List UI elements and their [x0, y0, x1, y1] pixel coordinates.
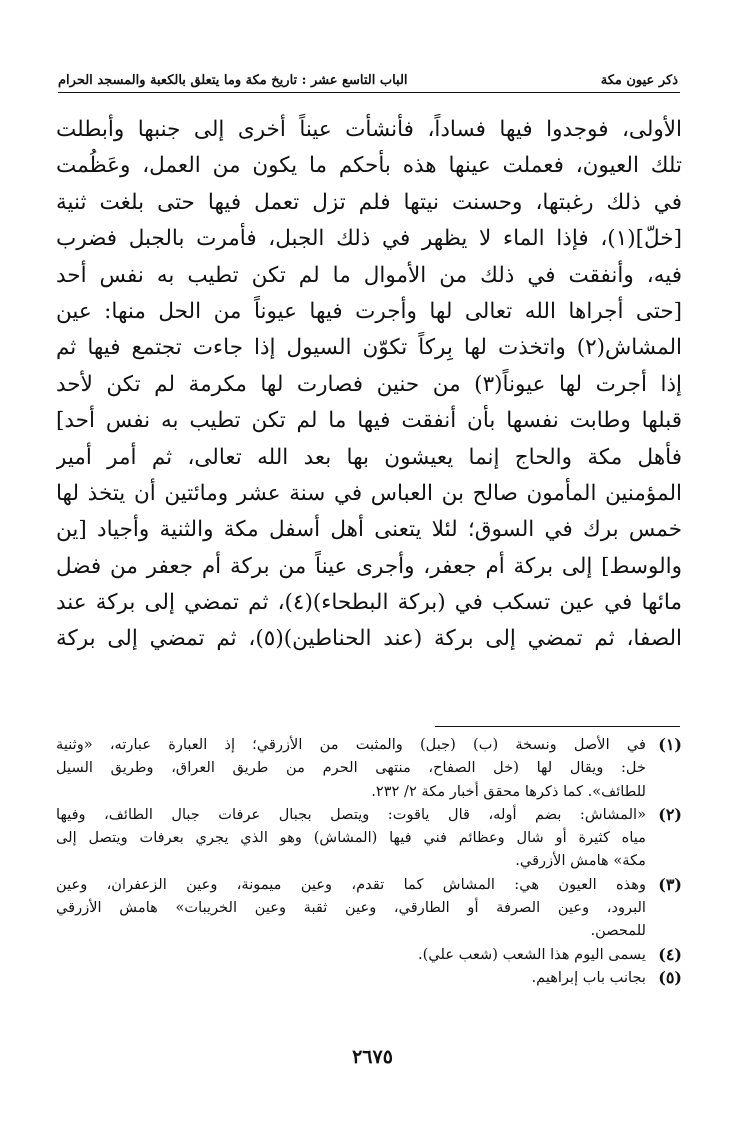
footnote-number: (١): [658, 735, 682, 754]
text-line: في ذلك رغبتها، وحسنت نيتها فلم تزل تعمل فيها حتى بلغت ثنية: [56, 189, 682, 215]
footnotes: [56, 733, 682, 989]
footnote-number: (٥): [658, 967, 682, 987]
text-line: تلك العيون، فعملت عينها هذه بأحكم ما يكون من العمل، وعَظُمت: [56, 153, 682, 179]
footnote-line: للطائف». كما ذكرها محقق أخبار مكة ٢/ ٢٣٢.: [371, 782, 646, 800]
text-line: [خلّ](١)، فإذا الماء لا يظهر في ذلك الجبل، فأمرت بالجبل فضرب: [56, 226, 682, 252]
text-line: المؤمنين المأمون صالح بن العباس في سنة عشر ومائتين أن يتخذ لها: [56, 480, 682, 506]
footnote-line: مكة» هامش الأزرقي.: [515, 852, 646, 870]
footnote-line: يسمى اليوم هذا الشعب (شعب علي).: [418, 945, 646, 963]
footnote-divider: [435, 726, 680, 727]
text-line: [حتى أجراها الله تعالى لها وأجرت فيها عيوناً من الحل منها: عين: [56, 298, 682, 324]
footnote-line: وهذه العيون هي: المشاش كما تقدم، وعين ميمونة، وعين الزعفران، وعين: [56, 875, 646, 893]
text-line: خمس برك في السوق؛ لئلا يتعنى أهل أسفل مكة والثنية وأجياد [ين: [56, 517, 682, 543]
footnote-line: للمحصن.: [590, 922, 646, 940]
text-line: الصفا، ثم تمضي إلى بركة (عند الحناطين)(٥)، ثم تمضي إلى بركة: [56, 626, 682, 652]
footnote-line: في الأصل ونسخة (ب) (جبل) والمثبت من الأزرقي؛ إذ العبارة عبارته، «وثنية: [56, 736, 646, 753]
footnote: [56, 803, 682, 873]
text-line: الأولى، فوجدوا فيها فساداً، فأنشأت عيناً أخرى إلى جنبها وأبطلت: [56, 117, 682, 142]
main-text: [56, 112, 682, 658]
footnote-number: (٣): [658, 874, 682, 894]
page-number: ٢٦٧٥: [352, 1046, 393, 1068]
text-line: فيه، وأنفقت في ذلك من الأموال ما لم تكن تطيب به نفس أحد: [56, 262, 682, 288]
text-line: المشاش(٢) واتخذت لها بِركاً تكوّن السيول إذا جاءت تجتمع فيها ثم: [56, 335, 682, 361]
footnote-number: (٢): [658, 804, 682, 824]
text-line: قبلها وطابت نفسها بأن أنفقت فيها ما لم تكن تطيب به نفس أحد]: [56, 408, 682, 434]
footnote: [56, 943, 682, 966]
footnote: [56, 966, 682, 989]
footnote-number: (٤): [658, 944, 682, 964]
text-line: مائها في عين تسكب في (بركة البطحاء)(٤)، ثم تمضي إلى بركة عند: [56, 590, 682, 616]
text-line: إذا أجرت لها عيوناً(٣) من حنين فصارت لها مكرمة لم تكن لأحد: [56, 371, 682, 397]
footnote: [56, 733, 682, 803]
footnote-line: «المشاش: بضم أوله، قال ياقوت: ويتصل بجبال عرفات جبال الطائف، وفيها: [56, 805, 646, 823]
section-title: ذكر عيون مكة: [600, 73, 678, 88]
footnote-line: بجانب باب إبراهيم.: [531, 968, 646, 986]
header-divider: [58, 92, 680, 93]
text-line: والوسط] إلى بركة أم جعفر، وأجرى عيناً من بركة أم جعفر من فضل: [56, 553, 682, 579]
footnote-line: البرود، وعين الصرفة أو الطارقي، وعين ثقبة وعين الخريبات» هامش الأزرقي: [56, 899, 646, 917]
footnote: [56, 873, 682, 943]
footnote-line: خل: ويقال لها (خل الصفاح، منتهى الحرم من طريق العراق، وطريق السيل: [56, 759, 646, 777]
running-header: [58, 62, 678, 88]
chapter-title: الباب التاسع عشر : تاريخ مكة وما يتعلق بالكعبة والمسجد الحرام: [58, 73, 408, 88]
footnote-line: مياه كثيرة أو شال وعظائم فني فيها (المشاش) وهو الذي يجري بعرفات ويتصل إلى: [56, 829, 646, 847]
text-line: فأهل مكة والحاج إنما يعيشون بها بعد الله تعالى، ثم أمر أمير: [56, 444, 682, 470]
